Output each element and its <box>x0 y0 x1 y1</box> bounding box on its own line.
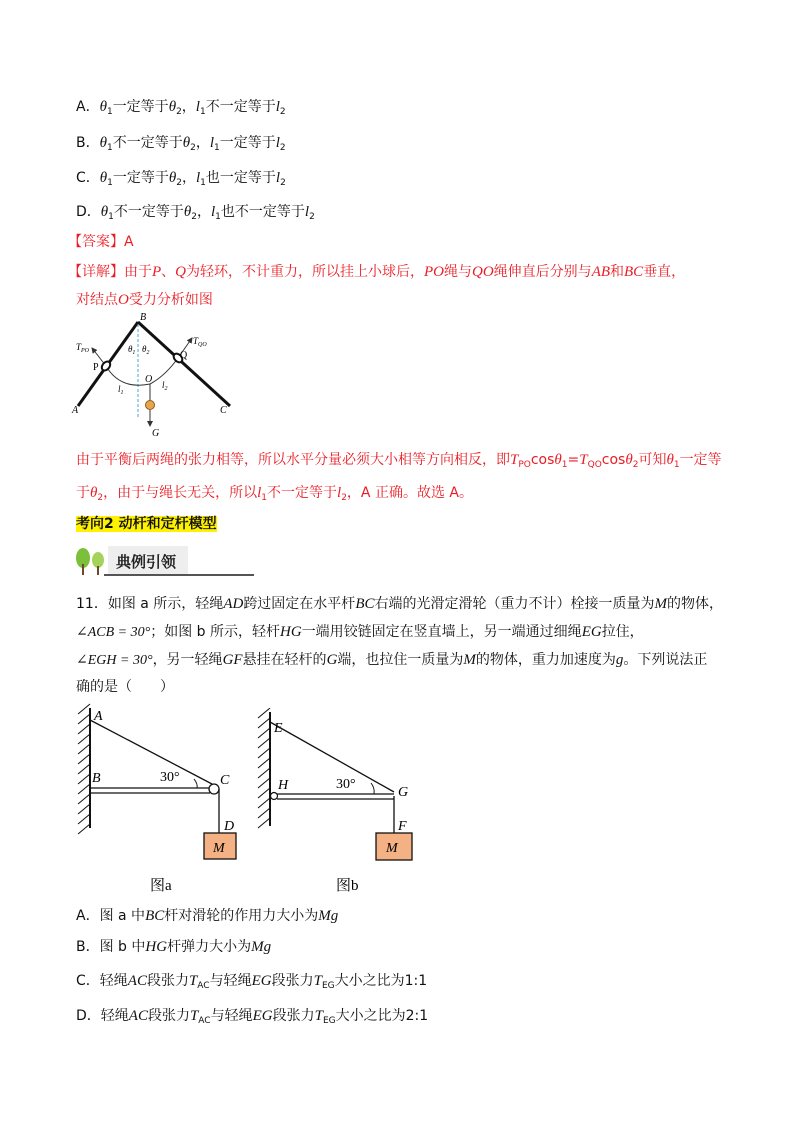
question-line-3: ∠EGH = 30°，另一轻绳GF悬挂在轻杆的G端，也拉住一质量为M的物体，重力加速度为g。下列说法正 <box>76 652 708 668</box>
tree-icon <box>74 546 110 576</box>
option-c: C．轻绳AC段张力$T_{AC}$与轻绳EG段张力$T_{EG}$大小之比为1:1 <box>76 973 428 991</box>
section-title: 考向2 动杆和定杆模型 <box>76 516 217 532</box>
answer-line <box>68 232 134 252</box>
wall-b <box>258 708 270 828</box>
caption-a: 图a <box>150 878 172 894</box>
label-b: B <box>140 312 147 323</box>
label-b-h: H <box>278 778 289 793</box>
prev-option-a: A．$\theta_1$一定等于$\theta_2$，$l_1$不一定等于$l_2$ <box>76 99 286 117</box>
prev-option-c: C．$\theta_1$一定等于$\theta_2$，$l_1$也一定等于$l_2$ <box>76 170 286 188</box>
figure-b <box>256 708 436 895</box>
rope-eg <box>270 722 394 792</box>
rod-bc <box>138 322 230 406</box>
label-a-d: D <box>224 819 235 834</box>
label-b-g: G <box>398 785 409 800</box>
rope-ac <box>90 720 212 784</box>
label-l1: $l_1$ <box>118 384 124 396</box>
pulley <box>209 784 219 794</box>
answer-label: 【答案】 <box>68 234 124 250</box>
prev-option-d: D．$\theta_1$不一定等于$\theta_2$，$l_1$也不一定等于$l_2$ <box>76 204 315 222</box>
label-a: A <box>72 405 79 416</box>
example-banner <box>74 546 188 576</box>
label-l2: $l_2$ <box>162 380 168 392</box>
section-heading <box>76 514 217 534</box>
ring-p <box>100 360 112 372</box>
svg-text:M: M <box>213 841 225 856</box>
option-a: A．图 a 中BC杆对滑轮的作用力大小为Mg <box>76 908 339 924</box>
detail-line-3: 由于平衡后两绳的张力相等，所以水平分量必须大小相等方向相反，即$T_{PO}\cos\theta_1=T_{QO}\cos\theta_2$可知$\theta_1$一定等 <box>76 452 722 470</box>
label-theta1: $\theta_1$ <box>128 344 136 356</box>
label-c: C <box>220 405 227 416</box>
answer-value: A <box>124 234 134 250</box>
angle-a: 30° <box>160 770 180 785</box>
wall-a <box>78 704 90 834</box>
label-g: G <box>152 428 160 439</box>
detail-line-4: 于$\theta_2$，由于与绳长无关，所以$l_1$不一定等于$l_2$，A 正确。故选 A。 <box>76 485 473 503</box>
option-b: B．图 b 中HG杆弹力大小为Mg <box>76 939 272 955</box>
question-line-2: ∠ACB = 30°；如图 b 所示，轻杆HG一端用铰链固定在竖直墙上，另一端通过细绳EG拉住， <box>76 624 644 640</box>
prev-option-b: B．$\theta_1$不一定等于$\theta_2$，$l_1$一定等于$l_2$ <box>76 135 286 153</box>
detail-line-2: 对结点O受力分析如图 <box>76 292 213 308</box>
label-b-f: F <box>398 819 407 834</box>
caption-b: 图b <box>336 878 359 894</box>
label-q: Q <box>180 350 188 361</box>
question-line-1: 11．如图 a 所示，轻绳AD跨过固定在水平杆BC右端的光滑定滑轮（重力不计）栓接一质量为M的物体， <box>76 596 723 612</box>
question-line-4: 确的是（ ） <box>76 679 174 695</box>
force-diagram <box>70 308 250 443</box>
rope-po <box>106 366 153 385</box>
option-d: D．轻绳AC段张力$T_{AC}$与轻绳EG段张力$T_{EG}$大小之比为2:1 <box>76 1008 429 1026</box>
label-b-e: E <box>274 721 283 736</box>
label-theta2: $\theta_2$ <box>142 344 150 356</box>
banner-text: 典例引领 <box>116 553 177 571</box>
label-a-c: C <box>220 773 230 788</box>
figure-a <box>74 700 254 895</box>
ball <box>146 401 155 410</box>
svg-text:M: M <box>386 841 398 856</box>
label-p: P <box>93 362 99 373</box>
hinge <box>271 793 278 800</box>
label-a-a: A <box>94 709 103 724</box>
label-tpo: $T_{PO}$ <box>76 342 90 354</box>
detail-line-1: 【详解】由于P、Q为轻环，不计重力，所以挂上小球后，PO绳与QO绳伸直后分别与AB和BC垂直， <box>68 264 686 280</box>
angle-b: 30° <box>336 777 356 792</box>
label-a-b: B <box>92 771 101 786</box>
label-tqo: $T_{QO}$ <box>193 336 207 348</box>
label-o: O <box>145 374 153 385</box>
